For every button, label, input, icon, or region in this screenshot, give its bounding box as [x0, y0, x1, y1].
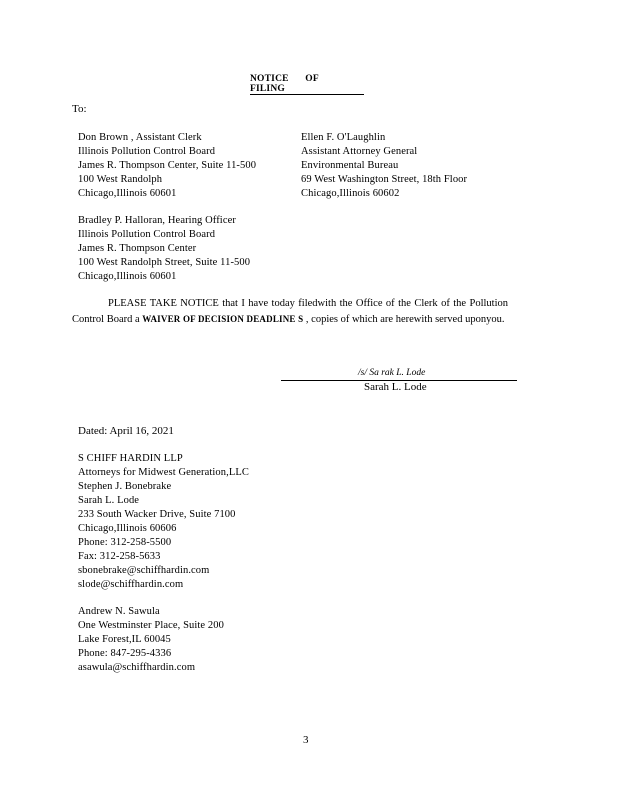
- date-line: Dated: April 16, 2021: [78, 425, 174, 437]
- address-line: 100 West Randolph: [78, 174, 163, 185]
- attorney-sawula-block: [78, 605, 224, 675]
- address-line: Bradley P. Halloran, Hearing Officer: [78, 215, 236, 226]
- attorney-line: Phone: 847-295-4336: [78, 648, 172, 659]
- signer-name: Sarah L. Lode: [364, 381, 427, 393]
- firm-line: S CHIFF HARDIN LLP: [78, 453, 183, 464]
- address-line: Chicago,Illinois 60601: [78, 188, 177, 199]
- address-line: Assistant Attorney General: [301, 146, 418, 157]
- firm-line: Chicago,Illinois 60606: [78, 523, 177, 534]
- attorney-line: Andrew N. Sawula: [78, 606, 160, 617]
- notice-text-part2: , copies of which are herewith served uponyou.: [303, 313, 505, 325]
- address-line: 69 West Washington Street, 18th Floor: [301, 174, 468, 185]
- electronic-signature: /s/ Sa rak L. Lode: [358, 368, 426, 378]
- address-line: Chicago,Illinois 60601: [78, 271, 177, 282]
- recipient-attorney-general-block: [301, 131, 467, 201]
- notice-document-title: WAIVER OF DECISION DEADLINE S: [142, 313, 304, 324]
- attorney-line: One Westminster Place, Suite 200: [78, 620, 224, 631]
- address-line: Don Brown , Assistant Clerk: [78, 132, 202, 143]
- firm-line: Phone: 312-258-5500: [78, 537, 172, 548]
- address-line: 100 West Randolph Street, Suite 11-500: [78, 257, 251, 268]
- email-link[interactable]: slode@schiffhardin.com: [78, 579, 184, 590]
- address-line: Chicago,Illinois 60602: [301, 188, 400, 199]
- recipient-hearing-officer-block: [78, 214, 250, 284]
- recipient-clerk-block: [78, 131, 256, 201]
- address-line: Illinois Pollution Control Board: [78, 146, 216, 157]
- address-line: Ellen F. O'Laughlin: [301, 132, 386, 143]
- law-firm-block: [78, 452, 249, 592]
- page-number: 3: [303, 734, 309, 746]
- firm-line: Fax: 312-258-5633: [78, 551, 161, 562]
- to-label: To:: [72, 103, 87, 115]
- address-line: Illinois Pollution Control Board: [78, 229, 216, 240]
- address-line: Environmental Bureau: [301, 160, 399, 171]
- firm-line: Attorneys for Midwest Generation,LLC: [78, 467, 249, 478]
- address-line: James R. Thompson Center: [78, 243, 197, 254]
- notice-paragraph: [72, 297, 508, 327]
- email-link[interactable]: asawula@schiffhardin.com: [78, 662, 196, 673]
- firm-line: 233 South Wacker Drive, Suite 7100: [78, 509, 236, 520]
- notice-text-part1: PLEASE TAKE NOTICE that I have today filedwith the Office of the Clerk of the Pollution Control Board a: [72, 298, 508, 325]
- email-link[interactable]: sbonebrake@schiffhardin.com: [78, 565, 210, 576]
- firm-line: Sarah L. Lode: [78, 495, 140, 506]
- attorney-line: Lake Forest,IL 60045: [78, 634, 171, 645]
- address-line: James R. Thompson Center, Suite 11-500: [78, 160, 257, 171]
- document-title: NOTICE OF FILING: [250, 74, 364, 95]
- firm-line: Stephen J. Bonebrake: [78, 481, 172, 492]
